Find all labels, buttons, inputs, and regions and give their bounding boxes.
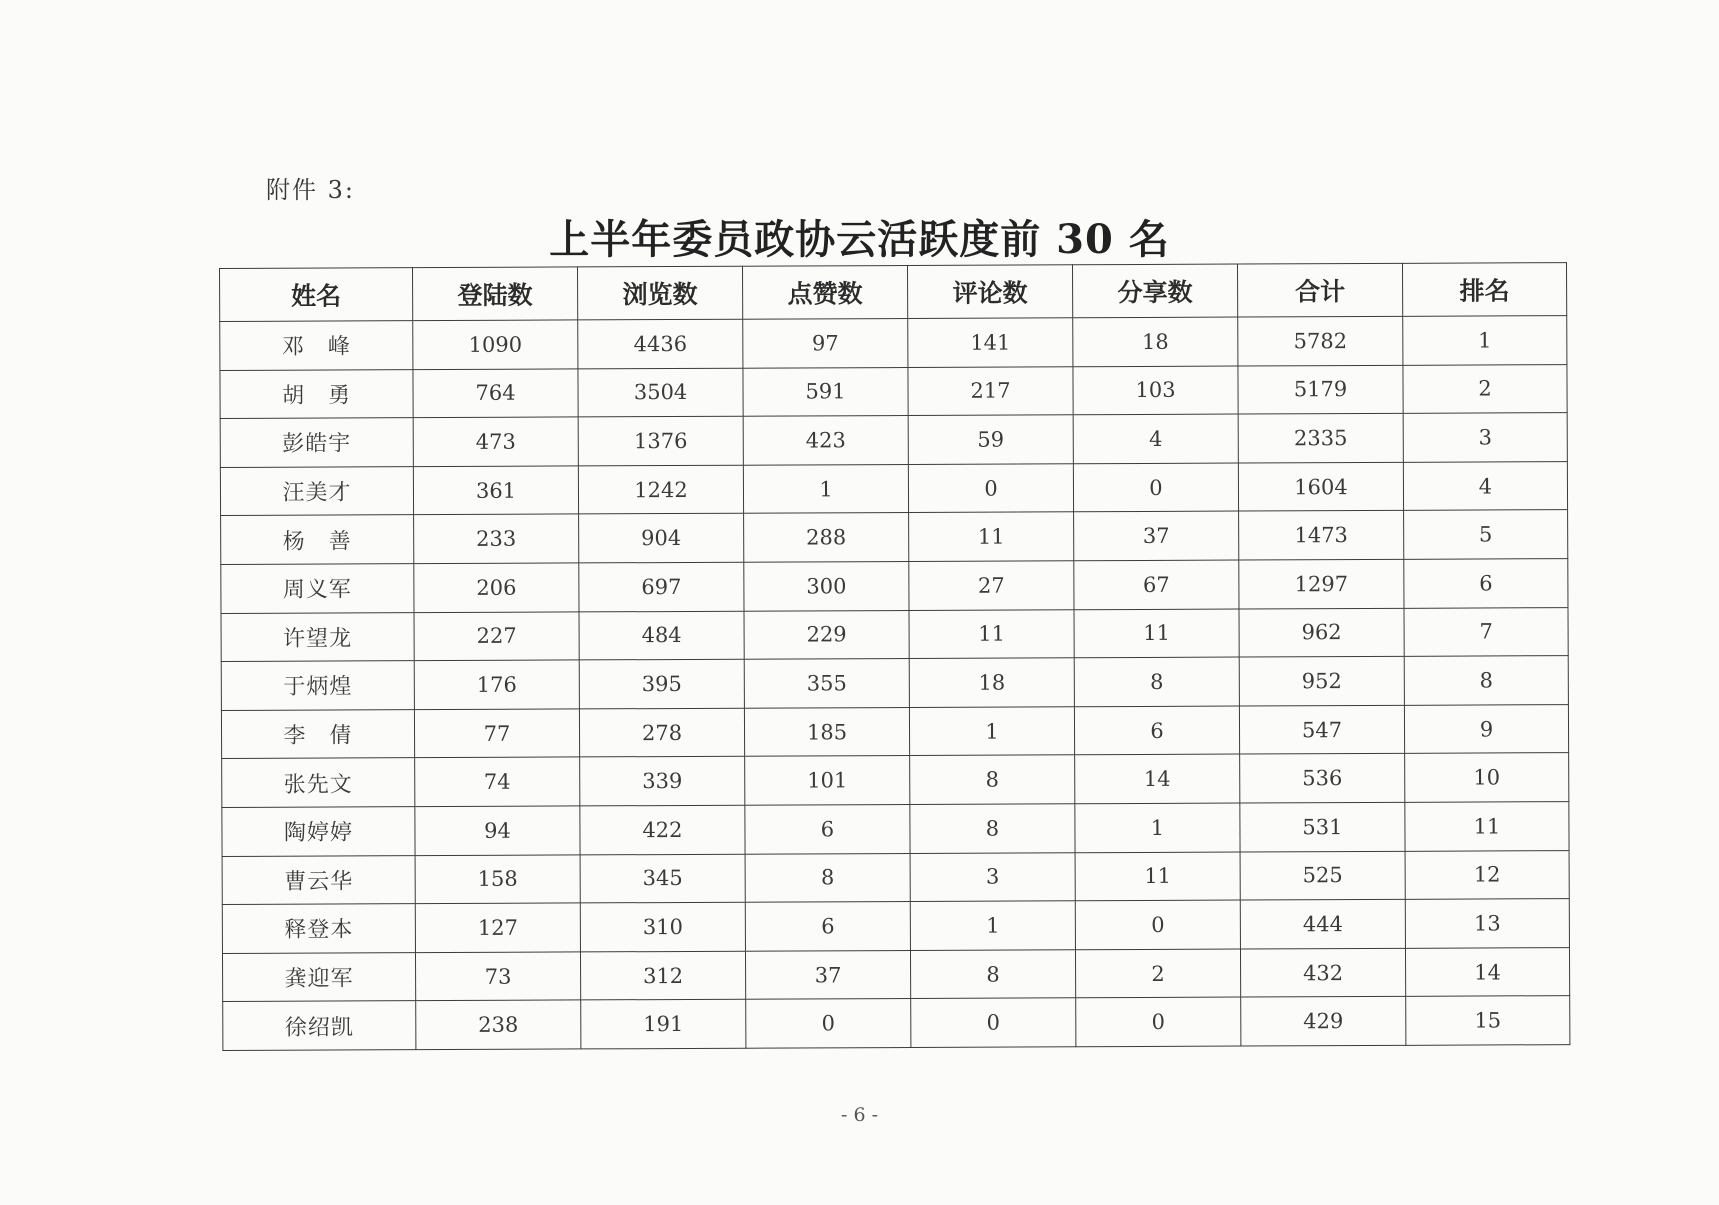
cell-views: 4436 xyxy=(578,319,743,368)
cell-views: 310 xyxy=(580,902,745,951)
cell-views: 1376 xyxy=(578,416,743,465)
cell-logins: 233 xyxy=(414,514,579,563)
cell-shares: 37 xyxy=(1074,511,1239,560)
cell-name: 张先文 xyxy=(222,758,415,807)
cell-name: 邓 峰 xyxy=(220,321,413,370)
cell-total: 2335 xyxy=(1238,414,1403,463)
cell-rank: 13 xyxy=(1405,899,1569,948)
cell-likes: 355 xyxy=(744,659,909,708)
table-row xyxy=(222,850,1569,904)
cell-comments: 18 xyxy=(909,658,1074,707)
cell-views: 1242 xyxy=(578,465,743,514)
cell-shares: 8 xyxy=(1074,657,1239,706)
cell-views: 339 xyxy=(580,757,745,806)
cell-name: 李 倩 xyxy=(221,709,414,758)
cell-total: 429 xyxy=(1241,997,1406,1046)
cell-comments: 0 xyxy=(908,464,1073,513)
cell-comments: 8 xyxy=(910,804,1075,853)
cell-likes: 229 xyxy=(744,610,909,659)
cell-rank: 11 xyxy=(1405,802,1569,851)
cell-name: 陶婷婷 xyxy=(222,807,415,856)
cell-shares: 14 xyxy=(1075,754,1240,803)
table-row xyxy=(221,510,1568,564)
header-likes: 点赞数 xyxy=(742,265,907,319)
cell-shares: 11 xyxy=(1074,609,1239,658)
cell-name: 曹云华 xyxy=(222,855,415,904)
cell-shares: 6 xyxy=(1074,706,1239,755)
table-row xyxy=(221,559,1568,613)
cell-likes: 423 xyxy=(743,416,908,465)
cell-views: 484 xyxy=(579,611,744,660)
cell-shares: 0 xyxy=(1076,997,1241,1046)
cell-likes: 288 xyxy=(744,513,909,562)
table-body xyxy=(220,316,1570,1051)
table-row xyxy=(220,364,1567,418)
cell-total: 1604 xyxy=(1238,462,1403,511)
cell-name: 彭皓宇 xyxy=(220,418,413,467)
cell-likes: 591 xyxy=(743,367,908,416)
cell-views: 278 xyxy=(579,708,744,757)
cell-name: 汪美才 xyxy=(220,466,413,515)
cell-shares: 4 xyxy=(1073,414,1238,463)
cell-likes: 1 xyxy=(743,464,908,513)
cell-logins: 206 xyxy=(414,563,579,612)
cell-name: 周义军 xyxy=(221,564,414,613)
cell-comments: 11 xyxy=(909,609,1074,658)
cell-comments: 59 xyxy=(908,415,1073,464)
cell-shares: 2 xyxy=(1075,949,1240,998)
cell-rank: 9 xyxy=(1404,704,1568,753)
table-row xyxy=(222,753,1569,807)
cell-rank: 5 xyxy=(1404,510,1568,559)
cell-comments: 1 xyxy=(910,901,1075,950)
table-row xyxy=(222,947,1569,1001)
table-row xyxy=(222,802,1569,856)
header-rank: 排名 xyxy=(1402,263,1566,317)
cell-logins: 94 xyxy=(415,806,580,855)
cell-logins: 73 xyxy=(415,952,580,1001)
cell-rank: 14 xyxy=(1405,947,1569,996)
cell-total: 962 xyxy=(1239,608,1404,657)
page-number: - 6 - xyxy=(840,1104,878,1126)
cell-rank: 12 xyxy=(1405,850,1569,899)
cell-shares: 0 xyxy=(1073,463,1238,512)
cell-logins: 74 xyxy=(415,757,580,806)
cell-comments: 8 xyxy=(910,755,1075,804)
cell-likes: 0 xyxy=(746,999,911,1048)
cell-rank: 6 xyxy=(1404,559,1568,608)
cell-views: 904 xyxy=(579,514,744,563)
cell-rank: 2 xyxy=(1403,364,1567,413)
table-row xyxy=(222,899,1569,953)
cell-shares: 67 xyxy=(1074,560,1239,609)
cell-name: 龚迎军 xyxy=(222,952,415,1001)
table-row xyxy=(221,704,1568,758)
cell-logins: 473 xyxy=(413,417,578,466)
cell-shares: 1 xyxy=(1075,803,1240,852)
cell-total: 1473 xyxy=(1239,511,1404,560)
cell-shares: 18 xyxy=(1073,317,1238,366)
cell-total: 432 xyxy=(1240,948,1405,997)
cell-rank: 10 xyxy=(1405,753,1569,802)
cell-shares: 0 xyxy=(1075,900,1240,949)
cell-name: 徐绍凯 xyxy=(223,1001,416,1050)
cell-rank: 4 xyxy=(1403,461,1567,510)
cell-views: 422 xyxy=(580,805,745,854)
cell-views: 395 xyxy=(579,659,744,708)
header-name: 姓名 xyxy=(220,268,413,322)
cell-logins: 1090 xyxy=(413,320,578,369)
table-header-row xyxy=(220,263,1567,322)
header-views: 浏览数 xyxy=(577,266,742,320)
header-shares: 分享数 xyxy=(1072,264,1237,318)
cell-comments: 1 xyxy=(909,707,1074,756)
cell-views: 345 xyxy=(580,854,745,903)
cell-comments: 8 xyxy=(910,949,1075,998)
table-row xyxy=(221,607,1568,661)
cell-rank: 7 xyxy=(1404,607,1568,656)
cell-shares: 11 xyxy=(1075,852,1240,901)
cell-likes: 6 xyxy=(745,902,910,951)
cell-total: 531 xyxy=(1240,802,1405,851)
cell-likes: 97 xyxy=(743,318,908,367)
cell-likes: 37 xyxy=(745,950,910,999)
cell-rank: 1 xyxy=(1403,316,1567,365)
header-comments: 评论数 xyxy=(907,265,1072,319)
cell-views: 191 xyxy=(581,1000,746,1049)
cell-logins: 77 xyxy=(414,709,579,758)
cell-total: 5782 xyxy=(1238,316,1403,365)
cell-total: 547 xyxy=(1239,705,1404,754)
cell-total: 952 xyxy=(1239,656,1404,705)
table-row xyxy=(220,461,1567,515)
cell-logins: 176 xyxy=(414,660,579,709)
header-logins: 登陆数 xyxy=(413,267,578,321)
ranking-table-container xyxy=(219,262,1569,1051)
cell-likes: 8 xyxy=(745,853,910,902)
cell-comments: 3 xyxy=(910,852,1075,901)
table-row xyxy=(221,656,1568,710)
cell-views: 312 xyxy=(580,951,745,1000)
cell-total: 525 xyxy=(1240,851,1405,900)
cell-logins: 227 xyxy=(414,611,579,660)
cell-rank: 8 xyxy=(1404,656,1568,705)
cell-comments: 0 xyxy=(911,998,1076,1047)
cell-logins: 361 xyxy=(413,466,578,515)
cell-comments: 141 xyxy=(908,318,1073,367)
cell-logins: 127 xyxy=(415,903,580,952)
cell-name: 许望龙 xyxy=(221,612,414,661)
cell-logins: 238 xyxy=(416,1000,581,1049)
table-row xyxy=(223,996,1570,1050)
cell-logins: 764 xyxy=(413,369,578,418)
cell-name: 胡 勇 xyxy=(220,369,413,418)
cell-name: 杨 善 xyxy=(221,515,414,564)
cell-total: 444 xyxy=(1240,899,1405,948)
attachment-label: 附件 3: xyxy=(266,176,355,204)
cell-comments: 27 xyxy=(909,561,1074,610)
cell-name: 于炳煌 xyxy=(221,661,414,710)
cell-views: 697 xyxy=(579,562,744,611)
header-total: 合计 xyxy=(1237,263,1402,317)
cell-total: 536 xyxy=(1240,754,1405,803)
cell-comments: 217 xyxy=(908,366,1073,415)
cell-rank: 15 xyxy=(1406,996,1570,1045)
cell-likes: 300 xyxy=(744,561,909,610)
cell-total: 5179 xyxy=(1238,365,1403,414)
cell-shares: 103 xyxy=(1073,366,1238,415)
cell-rank: 3 xyxy=(1403,413,1567,462)
document-title: 上半年委员政协云活跃度前 30 名 xyxy=(549,216,1170,263)
cell-likes: 101 xyxy=(745,756,910,805)
cell-total: 1297 xyxy=(1239,559,1404,608)
cell-comments: 11 xyxy=(909,512,1074,561)
ranking-table xyxy=(219,262,1570,1051)
cell-logins: 158 xyxy=(415,854,580,903)
table-row xyxy=(220,413,1567,467)
cell-likes: 185 xyxy=(744,707,909,756)
cell-likes: 6 xyxy=(745,804,910,853)
table-row xyxy=(220,316,1567,370)
cell-name: 释登本 xyxy=(222,904,415,953)
cell-views: 3504 xyxy=(578,368,743,417)
